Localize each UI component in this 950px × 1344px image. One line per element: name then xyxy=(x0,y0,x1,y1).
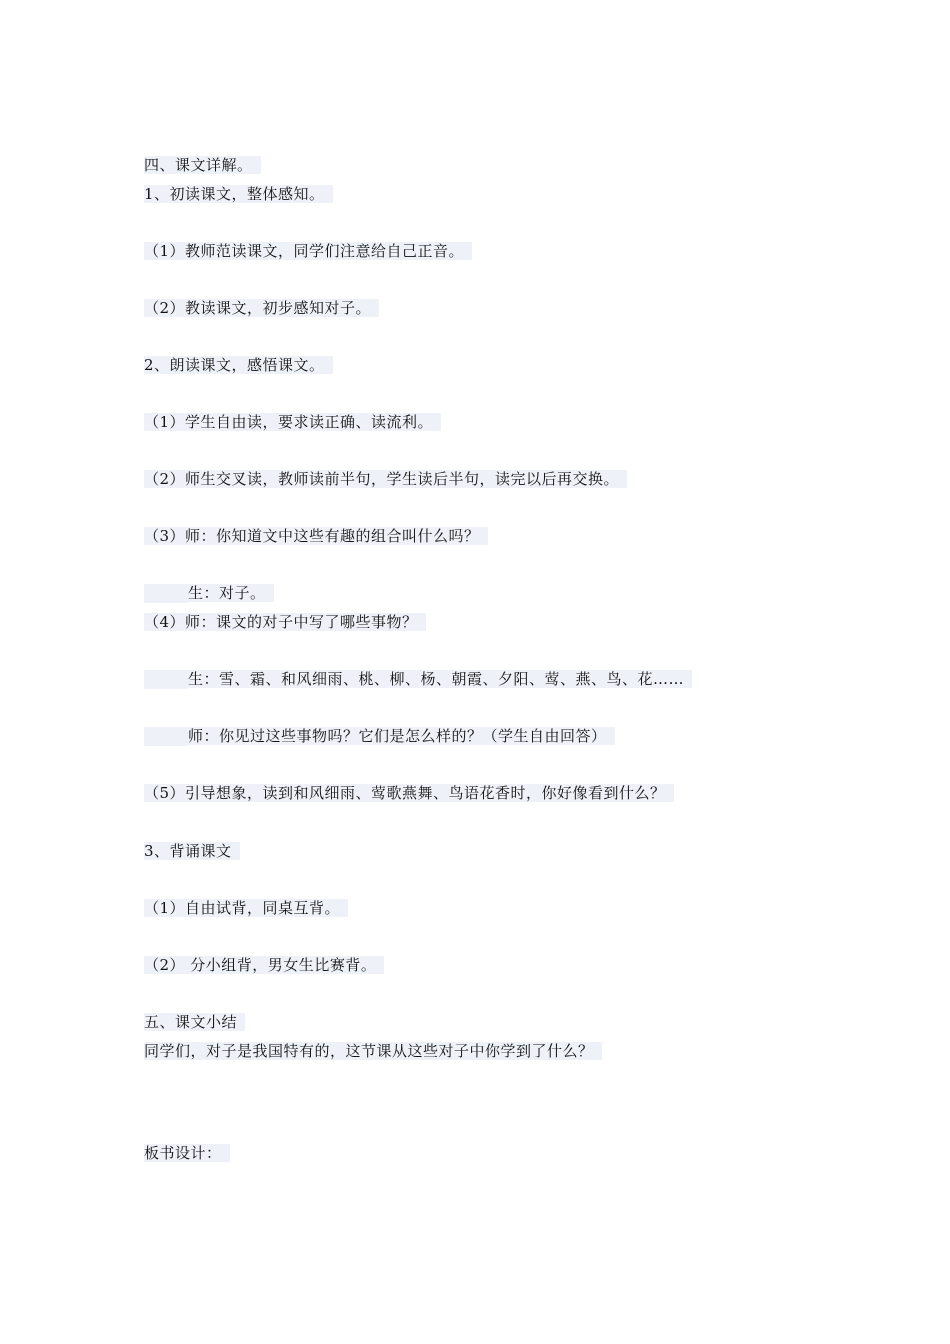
board-design-heading: 板书设计： xyxy=(144,1144,230,1163)
paragraph-3-1: （1）自由试背，同桌互背。 xyxy=(144,899,348,918)
indent-space xyxy=(144,584,188,603)
section-heading-4: 四、课文详解。 xyxy=(144,156,261,175)
paragraph-2-4: （4）师：课文的对子中写了哪些事物？ xyxy=(144,613,426,632)
subheading-2: 2、朗读课文，感悟课文。 xyxy=(144,356,333,375)
paragraph-1-1: （1）教师范读课文，同学们注意给自己正音。 xyxy=(144,242,472,261)
dialogue-teacher-1: 师：你见过这些事物吗？它们是怎么样的？（学生自由回答） xyxy=(144,727,615,746)
indent-space xyxy=(144,727,188,746)
section-heading-5: 五、课文小结 xyxy=(144,1013,245,1032)
paragraph-2-3: （3）师：你知道文中这些有趣的组合叫什么吗？ xyxy=(144,527,488,546)
paragraph-3-2: （2） 分小组背，男女生比赛背。 xyxy=(144,956,384,975)
paragraph-2-1: （1）学生自由读，要求读正确、读流利。 xyxy=(144,413,441,432)
paragraph-1-2: （2）教读课文，初步感知对子。 xyxy=(144,299,379,318)
summary-paragraph: 同学们，对子是我国特有的，这节课从这些对子中你学到了什么？ xyxy=(144,1042,602,1061)
dialogue-student-1: 生：对子。 xyxy=(144,584,274,603)
subheading-1: 1、初读课文，整体感知。 xyxy=(144,185,333,204)
subheading-3: 3、背诵课文 xyxy=(144,842,240,861)
paragraph-2-2: （2）师生交叉读，教师读前半句，学生读后半句，读完以后再交换。 xyxy=(144,470,627,489)
dialogue-student-2: 生：雪、霜、和风细雨、桃、柳、杨、朝霞、夕阳、莺、燕、鸟、花…… xyxy=(144,670,692,689)
indent-space xyxy=(144,670,188,689)
paragraph-2-5: （5）引导想象，读到和风细雨、莺歌燕舞、鸟语花香时，你好像看到什么？ xyxy=(144,784,674,803)
